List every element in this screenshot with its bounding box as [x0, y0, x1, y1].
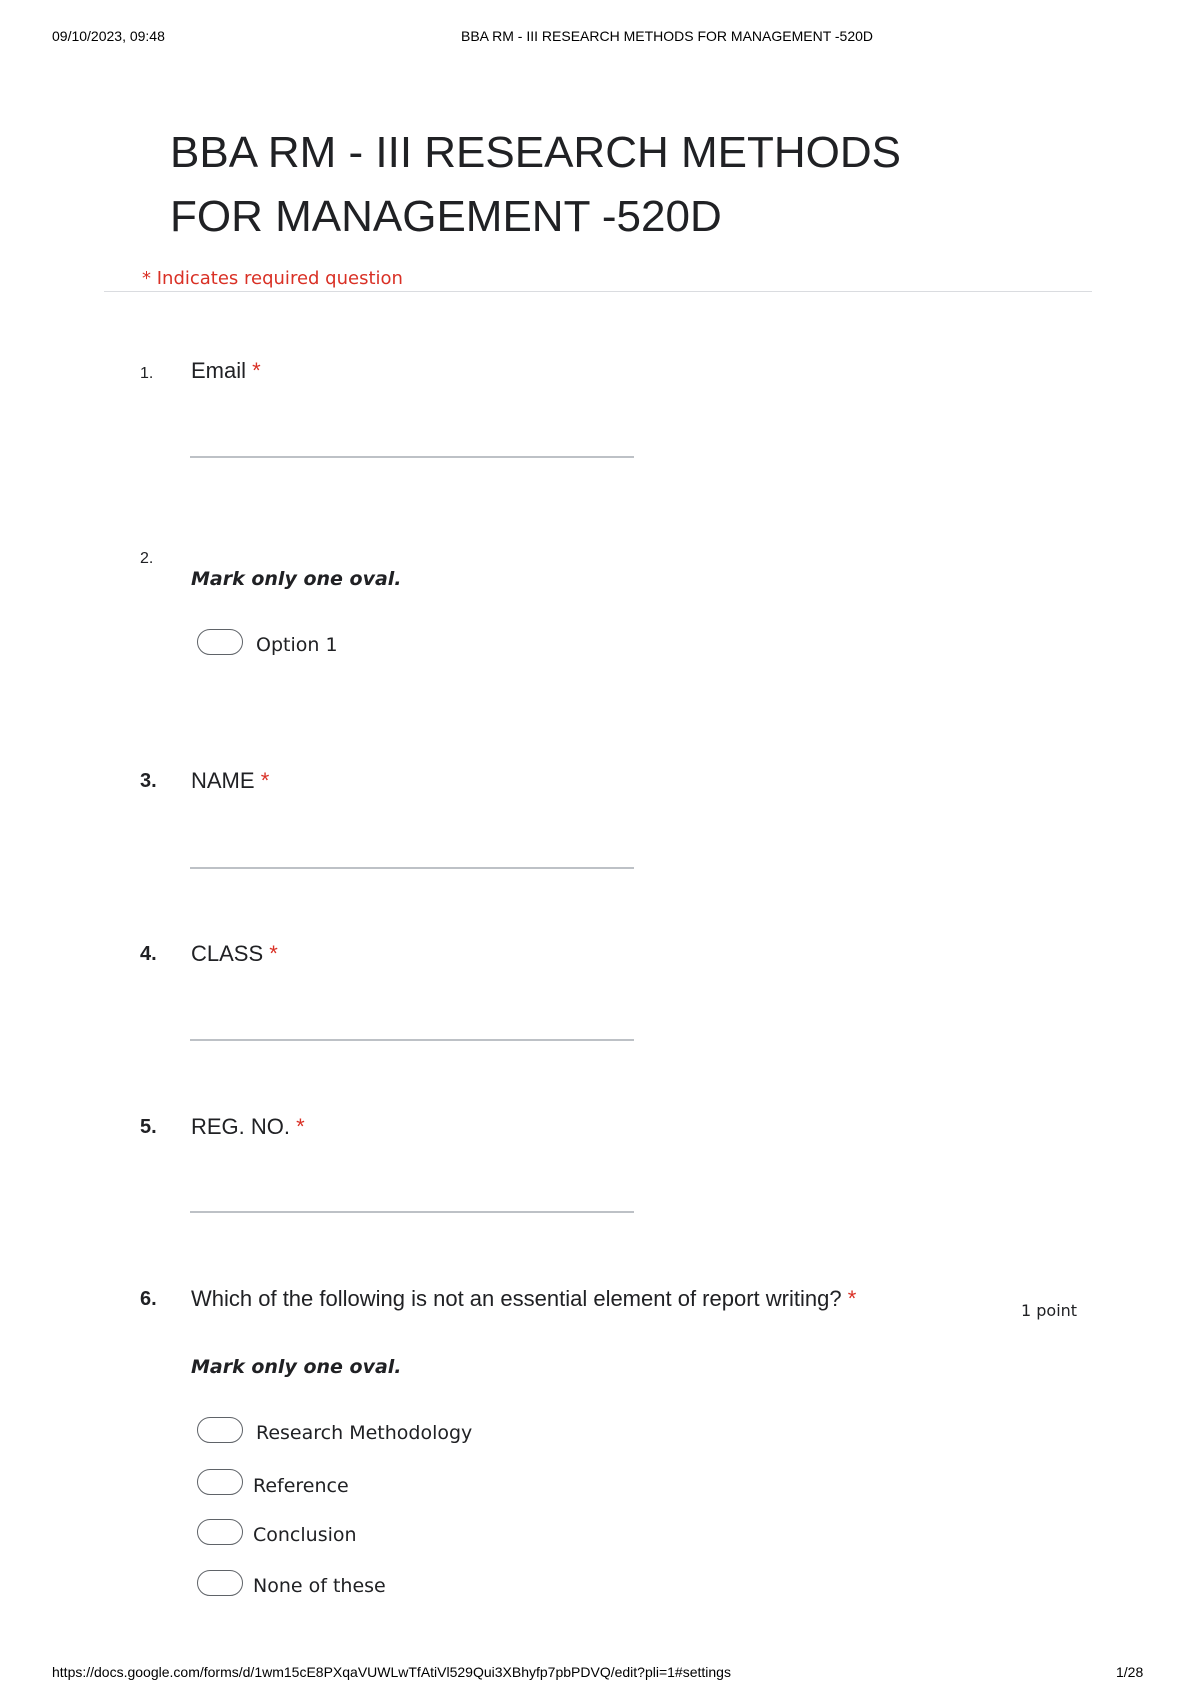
question-title-name: [191, 768, 269, 794]
radio-option-research-methodology[interactable]: [197, 1417, 243, 1443]
reg-no-answer-field[interactable]: [190, 1211, 634, 1213]
question-title-reg-no: [191, 1114, 305, 1140]
print-page-number: 1/28: [1116, 1664, 1144, 1680]
question-number: 1.: [140, 365, 154, 382]
instruction-text: Mark only one oval.: [191, 568, 402, 590]
question-number: 5.: [140, 1116, 157, 1138]
required-question-note: * Indicates required question: [142, 268, 403, 289]
option-label: Conclusion: [253, 1524, 357, 1546]
option-label: None of these: [253, 1575, 386, 1597]
required-star: *: [260, 768, 270, 793]
question-title-text: Which of the following is not an essential element of report writing?: [191, 1286, 842, 1311]
required-star: *: [847, 1286, 857, 1311]
required-star: *: [296, 1114, 305, 1139]
points-label: 1 point: [1021, 1301, 1078, 1320]
class-answer-field[interactable]: [190, 1039, 634, 1041]
question-title-text: CLASS: [191, 941, 264, 966]
option-label: Research Methodology: [256, 1422, 473, 1444]
print-footer-url: https://docs.google.com/forms/d/1wm15cE8PXqaVUWLwTfAtiVl529Qui3XBhyfp7pbPDVQ/edit?pli=1#settings: [52, 1664, 731, 1680]
required-star: *: [252, 358, 261, 383]
instruction-text: Mark only one oval.: [191, 1356, 402, 1378]
required-star: *: [269, 941, 278, 966]
form-title-line-1: BBA RM - III RESEARCH METHODS: [170, 128, 901, 177]
question-title-text: REG. NO.: [191, 1114, 291, 1139]
question-title-text: NAME: [191, 768, 255, 793]
print-doc-title: BBA RM - III RESEARCH METHODS FOR MANAGEMENT -520D: [461, 28, 874, 44]
question-number: 6.: [140, 1288, 157, 1310]
question-number: 2.: [140, 550, 154, 567]
email-answer-field[interactable]: [190, 456, 634, 458]
option-label: Option 1: [256, 634, 338, 656]
radio-option-1[interactable]: [197, 629, 243, 655]
question-number: 3.: [140, 770, 157, 792]
header-divider: [104, 291, 1092, 292]
form-title: [170, 121, 1070, 249]
question-number: 4.: [140, 943, 157, 965]
question-title-report-writing: [191, 1286, 856, 1312]
question-title-email: [191, 358, 261, 384]
radio-option-conclusion[interactable]: [197, 1519, 243, 1545]
option-label: Reference: [253, 1475, 349, 1497]
form-title-line-2: FOR MANAGEMENT -520D: [170, 192, 722, 241]
question-title-class: [191, 941, 278, 967]
radio-option-none-of-these[interactable]: [197, 1570, 243, 1596]
print-datetime: 09/10/2023, 09:48: [52, 28, 165, 44]
radio-option-reference[interactable]: [197, 1469, 243, 1495]
question-title-text: Email: [191, 358, 247, 383]
name-answer-field[interactable]: [190, 867, 634, 869]
